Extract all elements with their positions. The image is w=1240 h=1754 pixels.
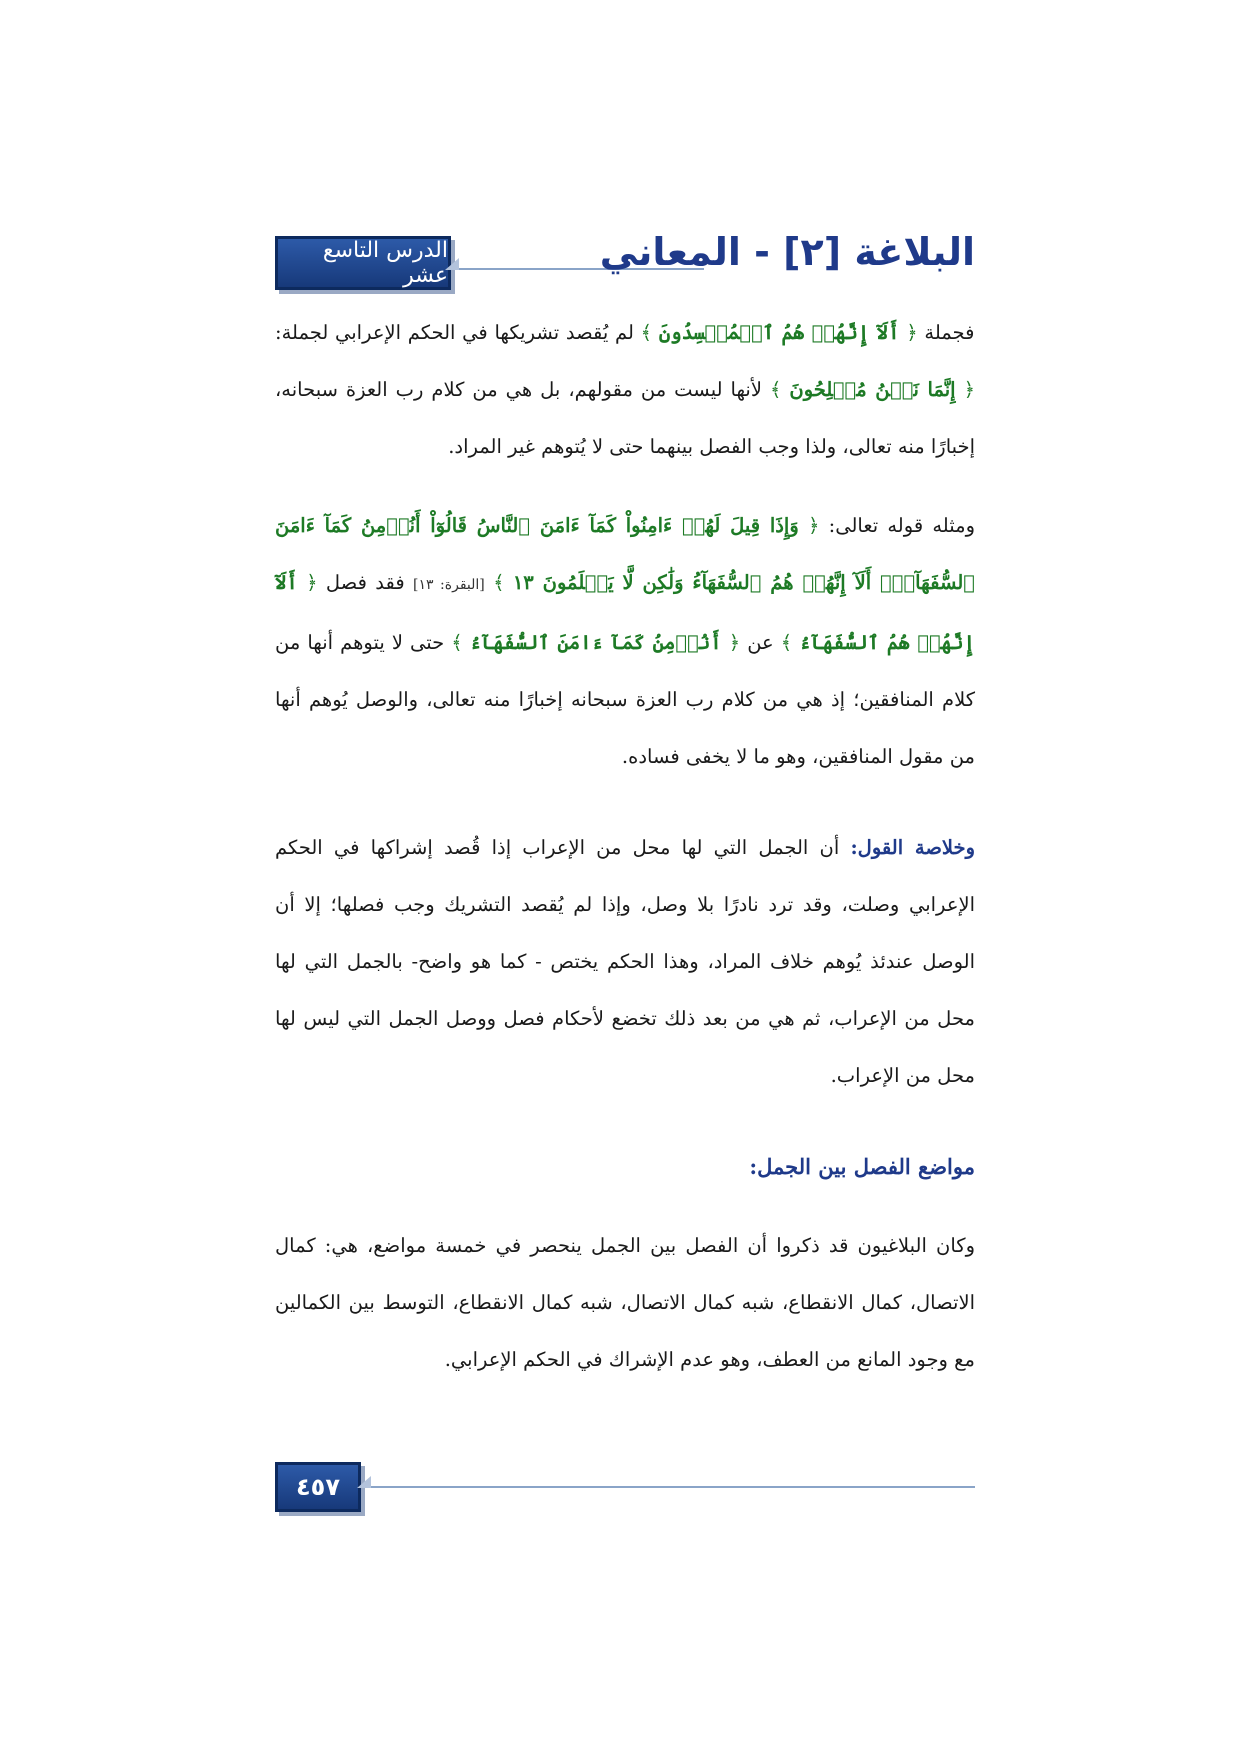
ornament-close: ﴾ [780, 631, 793, 654]
p2-text-2: فقد فصل [317, 571, 405, 594]
p2-text-1: ومثله قوله تعالى: [819, 514, 975, 537]
summary-body: أن الجمل التي لها محل من الإعراب إذا قُصد إشراكها في الحكم الإعرابي وصلت، وقد ترد نادرًا بلا وصل، وإذا لم يُقصد التشريك وجب فصلها؛ إلا أن الوصل عندئذ يُوهم خلاف المراد، وهذا الحكم يختص - كما هو واضح- بالجمل التي لها محل من الإعراب، ثم هي من بعد ذلك تخضع لأحكام فصل ووصل الجمل التي ليس لها محل من الإعراب. [275, 836, 975, 1087]
p1-text-2: لم يُقصد تشريكها في الحكم الإعرابي لجملة: [275, 321, 634, 344]
p2-text-3: عن [740, 631, 774, 654]
page-body [275, 304, 975, 1388]
ornament-open: ﴿ [963, 378, 975, 401]
quran-verse: إِنَّمَا نَحۡنُ مُصۡلِحُونَ [789, 378, 956, 401]
ornament-open: ﴿ [728, 631, 741, 654]
ornament-close: ﴾ [640, 321, 653, 344]
page-header [275, 226, 975, 296]
ornament-open: ﴿ [906, 321, 918, 344]
quran-verse: وَإِذَا قِيلَ لَهُمۡ ءَامِنُواْ كَمَآ ءَامَنَ ٱلنَّاسُ قَالُوٓاْ أَنُؤۡمِنُ كَمَآ ءَامَنَ ٱلسُّفَهَآءُۗ أَلَآ إِنَّهُمۡ هُمُ ٱلسُّفَهَآءُ وَلَٰكِن لَّا يَعۡلَمُونَ ١٣ [275, 514, 975, 594]
quran-verse: أَلَآ إِنَّهُمۡ هُمُ ٱلسُّفَهَآءُ [275, 571, 976, 654]
quran-verse: أَنُؤۡمِنُ كَمَآ ءَامَنَ ٱلسُّفَهَآءُ [469, 631, 722, 654]
quran-verse: أَلَآ إِنَّهُمۡ هُمُ ٱلۡمُفۡسِدُونَ [658, 321, 900, 344]
p1-text-1: فجملة [917, 321, 975, 344]
ornament-open: ﴿ [807, 514, 820, 537]
section-heading: مواضع الفصل بين الجمل: [749, 1154, 975, 1179]
paragraph-4: وكان البلاغيون قد ذكروا أن الفصل بين الجمل ينحصر في خمسة مواضع، هي: كمال الاتصال، كمال الانقطاع، شبه كمال الاتصال، شبه كمال الانقطاع، التوسط بين الكمالين مع وجود المانع من العطف، وهو عدم الإشراك في الحكم الإعرابي. [275, 1234, 975, 1371]
lesson-badge: الدرس التاسع عشر [275, 236, 451, 290]
verse-reference: [البقرة: ١٣] [412, 577, 485, 593]
summary-lead: وخلاصة القول: [850, 836, 976, 859]
p2-text-4: حتى لا يتوهم أنها من كلام المنافقين؛ إذ هي من كلام رب العزة سبحانه إخبارًا منه تعالى، والوصل يُوهم أنها من مقول المنافقين، وهو ما لا يخفى فساده. [275, 631, 975, 768]
page-number: ٤٥٧ [275, 1462, 361, 1512]
footer-rule [371, 1486, 975, 1488]
p1-text-3: لأنها ليست من مقولهم، بل هي من كلام رب العزة سبحانه، إخبارًا منه تعالى، ولذا وجب الفصل بينهما حتى لا يُتوهم غير المراد. [275, 378, 975, 458]
ornament-open: ﴿ [306, 571, 318, 594]
paragraph-1 [275, 304, 975, 475]
page-footer [275, 1462, 975, 1522]
paragraph-2 [275, 497, 975, 785]
ornament-close: ﴾ [769, 378, 782, 401]
ornament-close: ﴾ [451, 631, 463, 654]
book-title: البلاغة [٢] - المعاني [599, 230, 975, 274]
ornament-close: ﴾ [493, 571, 505, 594]
paragraph-3 [275, 819, 975, 1104]
